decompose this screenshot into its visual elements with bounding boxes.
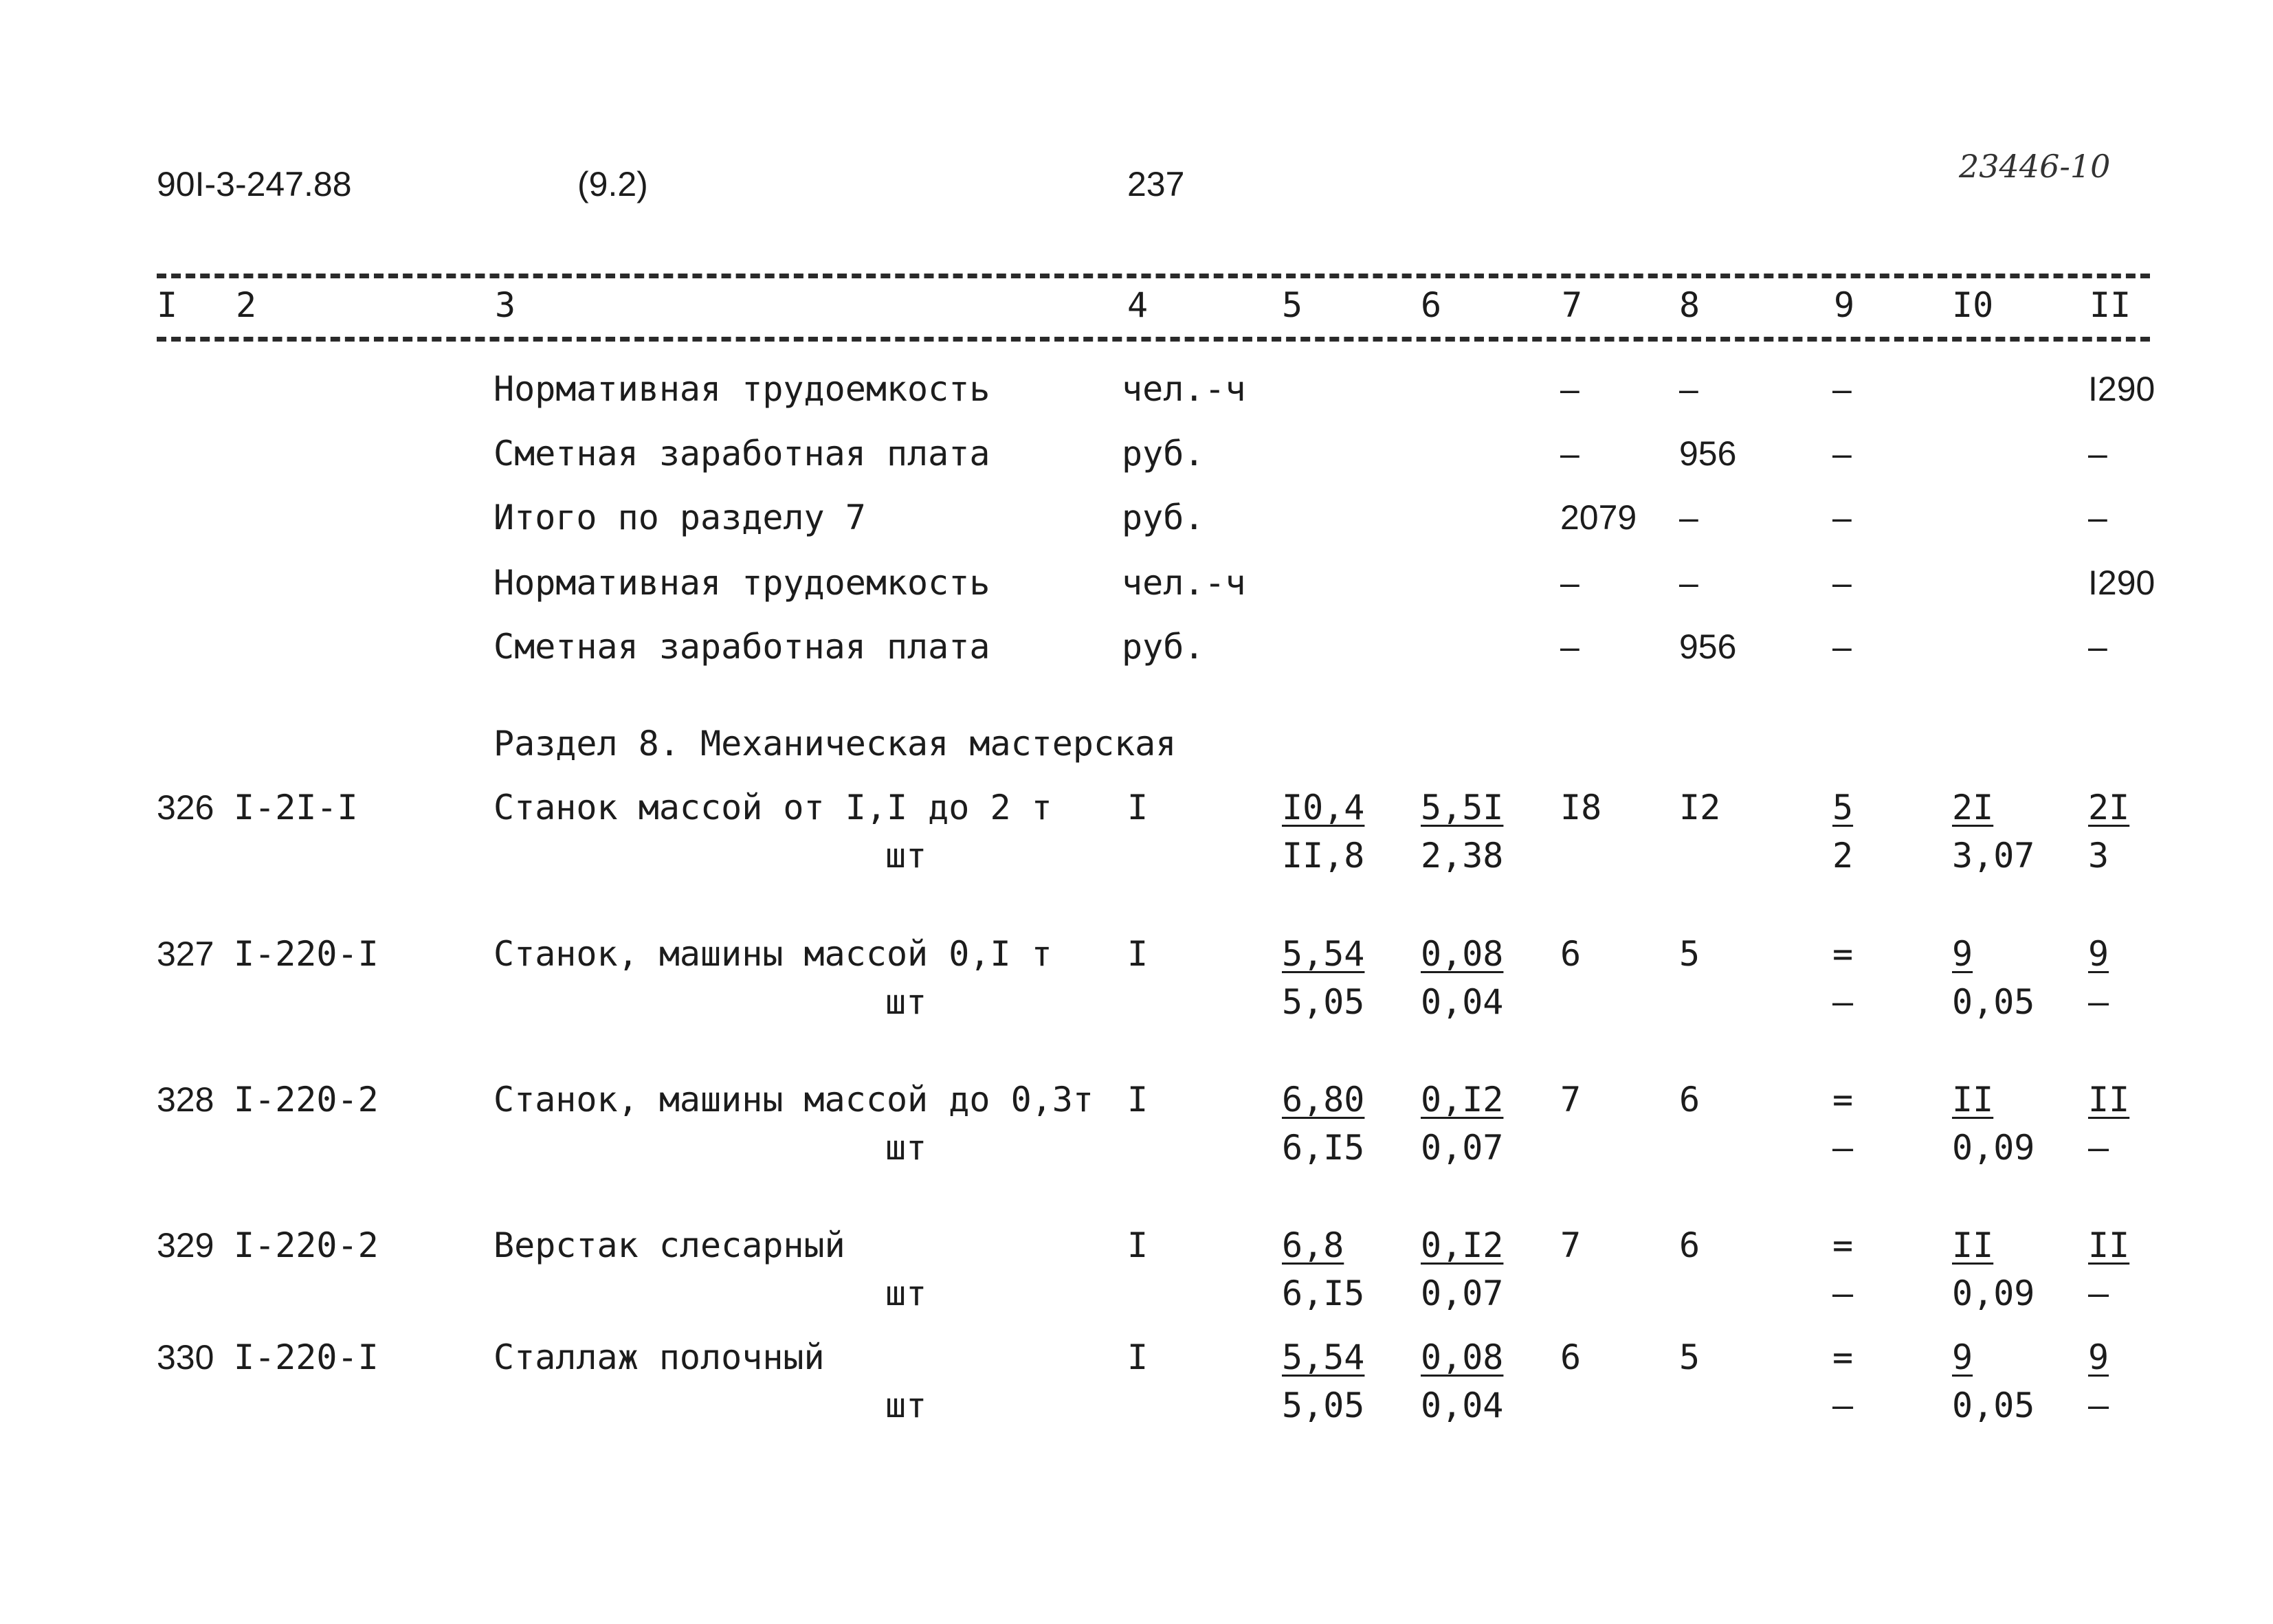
row-c11-bottom: 3 bbox=[2088, 836, 2109, 876]
row-c9-top: = bbox=[1832, 1080, 1854, 1120]
row-c10-top: II bbox=[1952, 1080, 1994, 1120]
summary-unit: руб. bbox=[1122, 434, 1205, 474]
summary-unit: чел.-ч bbox=[1122, 369, 1246, 409]
summary-cell: 956 bbox=[1679, 434, 1737, 473]
row-code: I-220-I bbox=[234, 934, 379, 974]
summary-cell: – bbox=[1832, 564, 1852, 602]
page-number: 237 bbox=[1127, 165, 1185, 203]
row-name: Станок, машины массой 0,I т bbox=[494, 934, 1052, 974]
row-c11-top: II bbox=[2088, 1225, 2130, 1265]
section-title: Раздел 8. Механическая мастерская bbox=[494, 724, 1177, 764]
row-c11-top: 2I bbox=[2088, 788, 2130, 827]
summary-cell: – bbox=[2088, 434, 2107, 473]
row-c5-top: 6,80 bbox=[1282, 1080, 1365, 1120]
column-header-11: II bbox=[2089, 285, 2131, 325]
summary-label: Нормативная трудоемкость bbox=[494, 563, 990, 603]
summary-cell: I290 bbox=[2088, 370, 2155, 408]
row-c4: I bbox=[1127, 788, 1149, 827]
row-number: 330 bbox=[157, 1338, 214, 1377]
row-unit: шт bbox=[885, 1128, 927, 1168]
document-code: 90I-3-247.88 bbox=[157, 165, 352, 203]
row-c5-bottom: II,8 bbox=[1282, 836, 1365, 876]
column-header-4: 4 bbox=[1127, 285, 1149, 325]
row-c5-top: 6,8 bbox=[1282, 1225, 1344, 1265]
row-unit: шт bbox=[885, 1386, 927, 1425]
row-c6-top: 0,I2 bbox=[1421, 1080, 1504, 1120]
row-c5-bottom: 5,05 bbox=[1282, 982, 1365, 1022]
row-c11-bottom: – bbox=[2088, 1128, 2109, 1168]
row-c7: 6 bbox=[1560, 1337, 1582, 1377]
row-c10-bottom: 0,09 bbox=[1952, 1128, 2035, 1168]
row-c10-bottom: 3,07 bbox=[1952, 836, 2035, 876]
row-c4: I bbox=[1127, 934, 1149, 974]
row-c7: 7 bbox=[1560, 1080, 1582, 1120]
header-rule-top bbox=[157, 274, 2150, 278]
summary-label: Итого по разделу 7 bbox=[494, 498, 866, 537]
row-c5-bottom: 6,I5 bbox=[1282, 1273, 1365, 1313]
row-unit: шт bbox=[885, 836, 927, 876]
row-c6-bottom: 0,04 bbox=[1421, 1386, 1504, 1425]
row-c6-top: 0,I2 bbox=[1421, 1225, 1504, 1265]
summary-cell: – bbox=[1560, 564, 1579, 602]
row-c10-top: 2I bbox=[1952, 788, 1994, 827]
row-c11-top: II bbox=[2088, 1080, 2130, 1120]
summary-cell: – bbox=[1679, 370, 1698, 408]
row-c6-top: 0,08 bbox=[1421, 1337, 1504, 1377]
summary-cell: – bbox=[1560, 627, 1579, 666]
row-name: Станок массой от I,I до 2 т bbox=[494, 788, 1052, 827]
row-c8: 6 bbox=[1679, 1080, 1700, 1120]
row-code: I-220-I bbox=[234, 1337, 379, 1377]
column-header-3: 3 bbox=[495, 285, 516, 325]
row-c10-bottom: 0,09 bbox=[1952, 1273, 2035, 1313]
row-c9-top: 5 bbox=[1832, 788, 1854, 827]
row-c8: 6 bbox=[1679, 1225, 1700, 1265]
summary-label: Сметная заработная плата bbox=[494, 627, 990, 667]
summary-unit: чел.-ч bbox=[1122, 563, 1246, 603]
row-c9-top: = bbox=[1832, 1225, 1854, 1265]
row-c10-top: II bbox=[1952, 1225, 1994, 1265]
summary-cell: – bbox=[1679, 564, 1698, 602]
row-c6-top: 5,5I bbox=[1421, 788, 1504, 827]
row-c4: I bbox=[1127, 1080, 1149, 1120]
row-name: Верстак слесарный bbox=[494, 1225, 845, 1265]
row-c7: I8 bbox=[1560, 788, 1602, 827]
row-c10-bottom: 0,05 bbox=[1952, 982, 2035, 1022]
row-c5-top: 5,54 bbox=[1282, 1337, 1365, 1377]
row-c6-bottom: 2,38 bbox=[1421, 836, 1504, 876]
row-c9-bottom: – bbox=[1832, 1273, 1854, 1313]
row-c9-bottom: – bbox=[1832, 1128, 1854, 1168]
row-number: 326 bbox=[157, 788, 214, 827]
row-c9-bottom: – bbox=[1832, 1386, 1854, 1425]
row-c9-top: = bbox=[1832, 1337, 1854, 1377]
column-header-10: I0 bbox=[1952, 285, 1994, 325]
row-number: 329 bbox=[157, 1226, 214, 1265]
column-header-6: 6 bbox=[1421, 285, 1442, 325]
sheet-number: (9.2) bbox=[577, 165, 648, 203]
row-unit: шт bbox=[885, 982, 927, 1022]
summary-cell: – bbox=[1832, 627, 1852, 666]
row-c9-bottom: 2 bbox=[1832, 836, 1854, 876]
column-header-5: 5 bbox=[1282, 285, 1303, 325]
row-c9-top: = bbox=[1832, 934, 1854, 974]
summary-unit: руб. bbox=[1122, 498, 1205, 537]
column-header-9: 9 bbox=[1834, 285, 1855, 325]
row-name: Сталлаж полочный bbox=[494, 1337, 825, 1377]
summary-label: Сметная заработная плата bbox=[494, 434, 990, 474]
row-c6-bottom: 0,07 bbox=[1421, 1273, 1504, 1313]
summary-cell: – bbox=[1560, 434, 1579, 473]
summary-cell: I290 bbox=[2088, 564, 2155, 602]
column-header-2: 2 bbox=[236, 285, 257, 325]
row-c5-top: I0,4 bbox=[1282, 788, 1365, 827]
row-code: I-220-2 bbox=[234, 1225, 379, 1265]
row-c6-bottom: 0,04 bbox=[1421, 982, 1504, 1022]
row-c11-top: 9 bbox=[2088, 1337, 2109, 1377]
summary-cell: – bbox=[2088, 498, 2107, 537]
row-c11-bottom: – bbox=[2088, 1273, 2109, 1313]
column-header-7: 7 bbox=[1562, 285, 1583, 325]
summary-cell: – bbox=[1679, 498, 1698, 537]
column-header-8: 8 bbox=[1679, 285, 1700, 325]
row-c8: I2 bbox=[1679, 788, 1721, 827]
row-c10-top: 9 bbox=[1952, 934, 1973, 974]
row-c4: I bbox=[1127, 1337, 1149, 1377]
row-c10-bottom: 0,05 bbox=[1952, 1386, 2035, 1425]
row-code: I-2I-I bbox=[234, 788, 358, 827]
row-c6-bottom: 0,07 bbox=[1421, 1128, 1504, 1168]
summary-unit: руб. bbox=[1122, 627, 1205, 667]
row-c8: 5 bbox=[1679, 934, 1700, 974]
row-c11-top: 9 bbox=[2088, 934, 2109, 974]
column-header-1: I bbox=[157, 285, 178, 325]
row-c9-bottom: – bbox=[1832, 982, 1854, 1022]
handwritten-inventory-number: 23446-10 bbox=[1959, 148, 2111, 185]
row-number: 327 bbox=[157, 935, 214, 973]
summary-cell: 2079 bbox=[1560, 498, 1637, 537]
row-number: 328 bbox=[157, 1080, 214, 1119]
row-c11-bottom: – bbox=[2088, 1386, 2109, 1425]
header-rule-bottom bbox=[157, 337, 2150, 342]
row-c8: 5 bbox=[1679, 1337, 1700, 1377]
row-c7: 7 bbox=[1560, 1225, 1582, 1265]
row-c10-top: 9 bbox=[1952, 1337, 1973, 1377]
row-c4: I bbox=[1127, 1225, 1149, 1265]
summary-cell: – bbox=[1832, 498, 1852, 537]
summary-cell: 956 bbox=[1679, 627, 1737, 666]
row-code: I-220-2 bbox=[234, 1080, 379, 1120]
row-c11-bottom: – bbox=[2088, 982, 2109, 1022]
summary-cell: – bbox=[1560, 370, 1579, 408]
row-unit: шт bbox=[885, 1273, 927, 1313]
row-name: Станок, машины массой до 0,3т bbox=[494, 1080, 1094, 1120]
summary-cell: – bbox=[1832, 434, 1852, 473]
row-c5-top: 5,54 bbox=[1282, 934, 1365, 974]
row-c5-bottom: 5,05 bbox=[1282, 1386, 1365, 1425]
row-c6-top: 0,08 bbox=[1421, 934, 1504, 974]
row-c5-bottom: 6,I5 bbox=[1282, 1128, 1365, 1168]
row-c7: 6 bbox=[1560, 934, 1582, 974]
summary-cell: – bbox=[1832, 370, 1852, 408]
summary-label: Нормативная трудоемкость bbox=[494, 369, 990, 409]
summary-cell: – bbox=[2088, 627, 2107, 666]
